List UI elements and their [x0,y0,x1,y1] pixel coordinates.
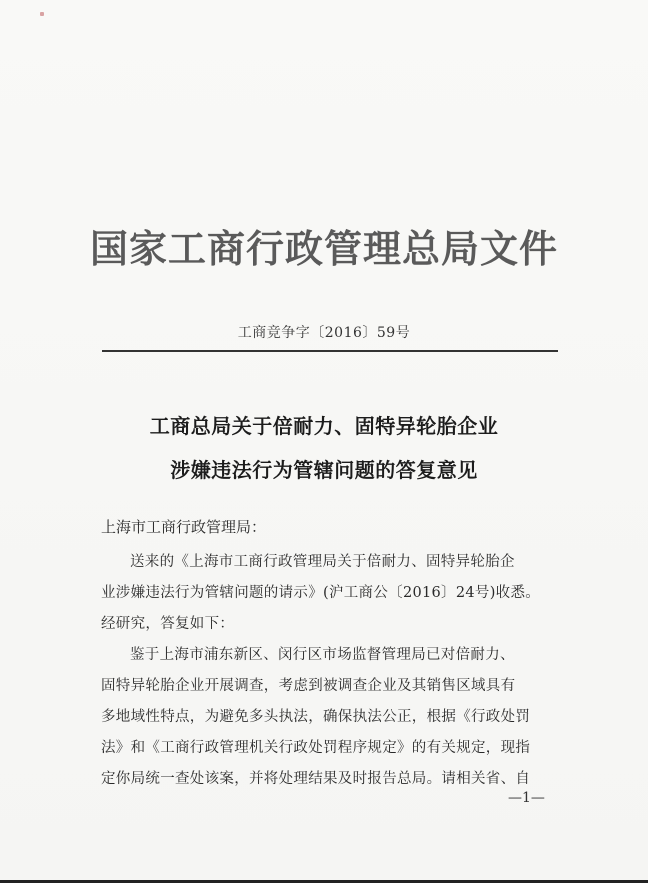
body-line: 鉴于上海市浦东新区、闵行区市场监督管理局已对倍耐力、 [130,647,515,663]
body-line: 送来的《上海市工商行政管理局关于倍耐力、固特异轮胎企 [130,554,515,570]
body-line: 法》和《工商行政管理机关行政处罚程序规定》的有关规定，现指 [101,740,531,756]
body-line: 多地域性特点，为避免多头执法，确保执法公正，根据《行政处罚 [101,709,531,725]
addressee: 上海市工商行政管理局： [101,518,267,536]
document-header: 国家工商行政管理总局文件 [89,226,558,271]
body-line: 固特异轮胎企业开展调查，考虑到被调查企业及其销售区域具有 [101,678,516,694]
body-line: 业涉嫌违法行为管辖问题的请示》(沪工商公〔2016〕24号)收悉。 [101,585,541,601]
page-number: —1— [508,790,545,806]
document-title-line-2: 涉嫌违法行为管辖问题的答复意见 [170,458,478,482]
document-number: 工商竞争字〔2016〕59号 [237,325,411,341]
body-line: 经研究，答复如下： [101,616,235,632]
body-line: 定你局统一查处该案，并将处理结果及时报告总局。请相关省、自 [101,771,531,787]
corner-mark [40,12,44,16]
document-title-line-1: 工商总局关于倍耐力、固特异轮胎企业 [149,414,499,438]
header-divider [102,350,558,352]
